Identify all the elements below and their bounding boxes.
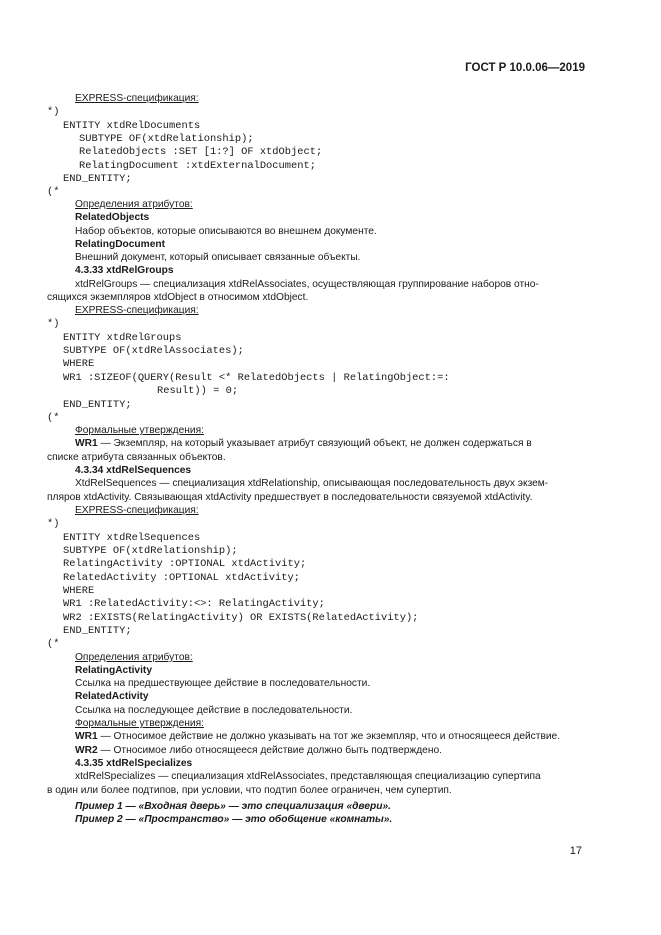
code-line: RelatingActivity :OPTIONAL xtdActivity; [63,558,307,570]
text-line: RelatedObjects [75,212,150,223]
text-line: RelatingActivity [75,665,152,676]
code-line: RelatedActivity :OPTIONAL xtdActivity; [63,572,300,584]
text-line: WR2 — Относимое либо относящееся действие должно быть подтверждено. [75,745,442,756]
text-line: XtdRelSequences — специализация xtdRelationship, описывающая последовательность двух экзем- [75,478,549,489]
code-line: SUBTYPE OF(xtdRelAssociates); [63,345,244,357]
code-line: *) [47,518,60,530]
code-line: Result)) = 0; [157,385,239,397]
text-line: 4.3.35 xtdRelSpecializes [75,758,193,769]
text-line: EXPRESS-спецификация: [75,93,199,104]
code-line: RelatingDocument :xtdExternalDocument; [79,160,316,172]
code-line: SUBTYPE OF(xtdRelationship); [79,133,254,145]
text-line: RelatedActivity [75,691,149,702]
text-line: списке атрибута связанных объектов. [47,452,226,463]
text-line: пляров xtdActivity. Связывающая xtdActivity предшествует в последовательности связуемой xtdActivity. [47,492,533,503]
page-number: 17 [569,845,582,857]
code-line: *) [47,318,60,330]
code-line: (* [47,186,60,198]
text-line: Ссылка на последующее действие в последовательности. [75,705,353,716]
code-line: WR1 :RelatedActivity:<>: RelatingActivity; [63,598,325,610]
code-line: END_ENTITY; [63,173,132,185]
text-line: сящихся экземпляров xtdObject в относимом xtdObject. [47,292,309,303]
text-line: Ссылка на предшествующее действие в последовательности. [75,678,371,689]
text-line: xtdRelGroups — специализация xtdRelAssociates, осуществляющая группирование наборов отно- [75,279,539,290]
code-line: RelatedObjects :SET [1:?] OF xtdObject; [79,146,323,158]
document-header: ГОСТ Р 10.0.06—2019 [465,62,585,74]
text-line: WR1 — Экземпляр, на который указывает атрибут связующий объект, не должен содержаться в [75,438,532,449]
code-line: (* [47,412,60,424]
text-line: в один или более подтипов, при условии, что подтип более ограничен, чем супертип. [47,785,452,796]
text-line: Пример 1 — «Входная дверь» — это специализация «двери». [75,801,391,812]
code-line: (* [47,638,60,650]
text-line: EXPRESS-спецификация: [75,505,199,516]
text-line: Формальные утверждения: [75,718,204,729]
text-line: Определения атрибутов: [75,652,193,663]
code-line: *) [47,106,60,118]
text-line: 4.3.34 xtdRelSequences [75,465,192,476]
text-line: xtdRelSpecializes — специализация xtdRelAssociates, представляющая специализацию супертипа [75,771,541,782]
code-line: ENTITY xtdRelDocuments [63,120,201,132]
text-line: Пример 2 — «Пространство» — это обобщение «комнаты». [75,814,393,825]
code-line: WHERE [63,585,95,597]
text-line: RelatingDocument [75,239,165,250]
code-line: WHERE [63,358,95,370]
code-line: ENTITY xtdRelSequences [63,532,201,544]
code-line: WR2 :EXISTS(RelatingActivity) OR EXISTS(RelatedActivity); [63,612,419,624]
code-line: ENTITY xtdRelGroups [63,332,182,344]
code-line: END_ENTITY; [63,625,132,637]
text-line: WR1 — Относимое действие не должно указывать на тот же экземпляр, что и относящееся действие. [75,731,561,742]
text-line: EXPRESS-спецификация: [75,305,199,316]
text-line: 4.3.33 xtdRelGroups [75,265,174,276]
text-line: Определения атрибутов: [75,199,193,210]
code-line: SUBTYPE OF(xtdRelationship); [63,545,238,557]
code-line: WR1 :SIZEOF(QUERY(Result <* RelatedObjects | RelatingObject:=: [63,372,450,384]
text-line: Внешний документ, который описывает связанные объекты. [75,252,361,263]
code-line: END_ENTITY; [63,399,132,411]
text-line: Формальные утверждения: [75,425,204,436]
text-line: Набор объектов, которые описываются во внешнем документе. [75,226,377,237]
